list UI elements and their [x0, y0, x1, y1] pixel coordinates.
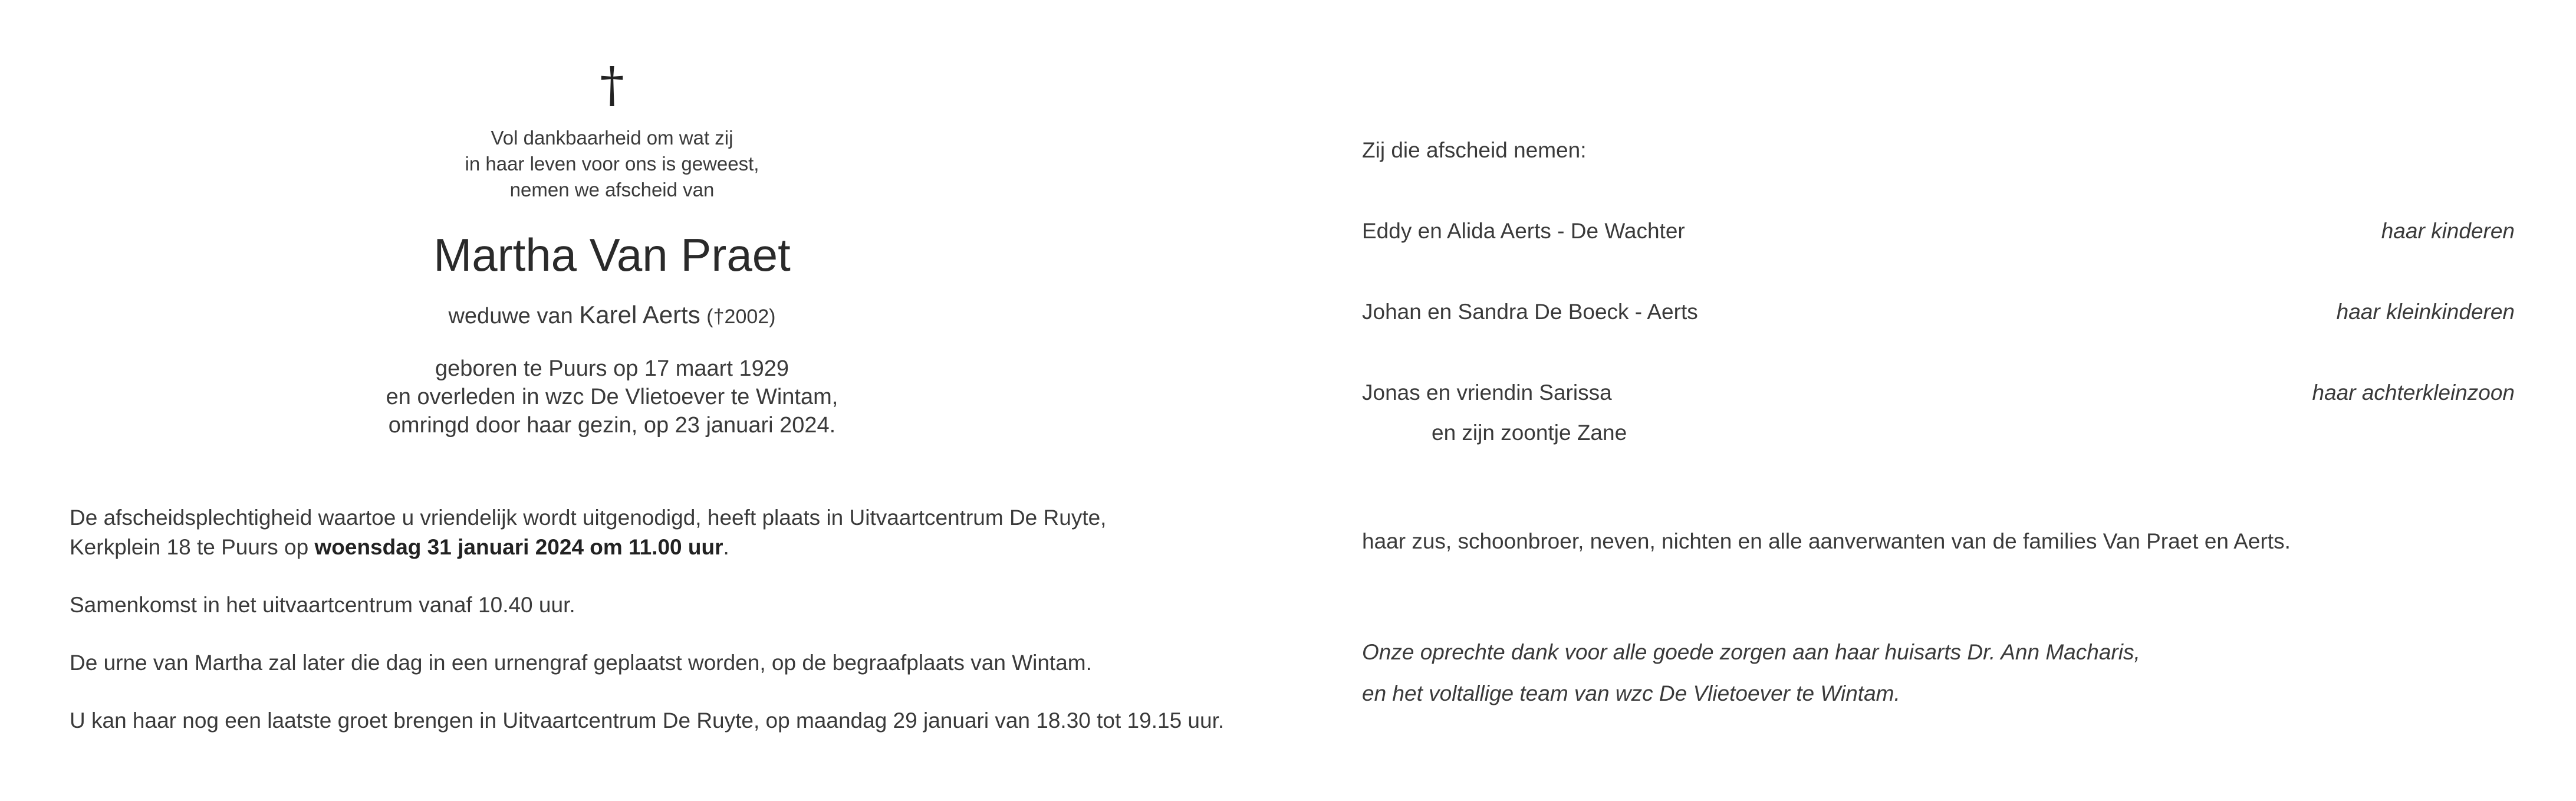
mourner-relation: haar achterkleinzoon: [2312, 380, 2515, 405]
ceremony-location: Kerkplein 18 te Puurs op: [70, 535, 309, 559]
urn-paragraph: De urne van Martha zal later die dag in een urnengraf geplaatst worden, op de begraafplaats van Wintam.: [70, 651, 1092, 675]
mourners-intro: Zij die afscheid nemen:: [1362, 138, 1587, 162]
gathering-paragraph: Samenkomst in het uitvaartcentrum vanaf 10.40 uur.: [70, 593, 575, 617]
mourner-names: Eddy en Alida Aerts - De Wachter: [1362, 219, 1685, 243]
mourner-names: Jonas en vriendin Sarissa: [1362, 380, 1612, 405]
thanks-text: [1362, 632, 2515, 714]
ceremony-datetime: woensdag 31 januari 2024 om 11.00 uur: [314, 535, 723, 559]
life-dates: [34, 354, 1190, 439]
cross-icon: †: [600, 57, 624, 113]
dates-line: omringd door haar gezin, op 23 januari 2024.: [388, 413, 836, 438]
ceremony-line: [70, 533, 1225, 562]
spouse-name: Karel Aerts: [579, 301, 700, 329]
mourner-row: [1362, 378, 2515, 448]
dates-line: en overleden in wzc De Vlietoever te Wintam,: [386, 385, 838, 409]
deceased-name: Martha Van Praet: [433, 229, 791, 281]
family-line: haar zus, schoonbroer, neven, nichten en alle aanverwanten van de families Van Praet en Aerts.: [1362, 529, 2291, 553]
mourner-relation: haar kinderen: [2381, 219, 2515, 243]
mourner-sub: en zijn zoontje Zane: [1432, 421, 1627, 445]
mourner-row: [1362, 297, 2515, 327]
visit-paragraph: U kan haar nog een laatste groet brengen in Uitvaartcentrum De Ruyte, op maandag 29 januari van 18.30 tot 19.15 uur.: [70, 708, 1225, 733]
spouse-death-year: (†2002): [706, 306, 776, 328]
left-column: [70, 53, 1225, 736]
announcement-header: [34, 53, 1190, 439]
mourner-row: [1362, 216, 2515, 246]
intro-line: in haar leven voor ons is geweest,: [465, 153, 759, 175]
widow-prefix: weduwe van: [448, 304, 573, 329]
mourner-relation: haar kleinkinderen: [2336, 300, 2515, 324]
widow-line: [34, 300, 1190, 332]
intro-line: Vol dankbaarheid om wat zij: [491, 127, 733, 149]
intro-line: nemen we afscheid van: [509, 179, 715, 201]
ceremony-line: De afscheidsplechtigheid waartoe u vriendelijk wordt uitgenodigd, heeft plaats in Uitvaartcentrum De Ruyte,: [70, 505, 1107, 530]
thanks-line: Onze oprechte dank voor alle goede zorgen aan haar huisarts Dr. Ann Macharis,: [1362, 640, 2140, 664]
dates-line: geboren te Puurs op 17 maart 1929: [435, 356, 789, 381]
thanks-line: en het voltallige team van wzc De Vlietoever te Wintam.: [1362, 681, 1900, 705]
mourner-names: Johan en Sandra De Boeck - Aerts: [1362, 300, 1698, 324]
ceremony-paragraph: [70, 503, 1225, 562]
ceremony-period: .: [723, 535, 729, 559]
right-column: [1362, 136, 2515, 714]
intro-text: [34, 125, 1190, 203]
